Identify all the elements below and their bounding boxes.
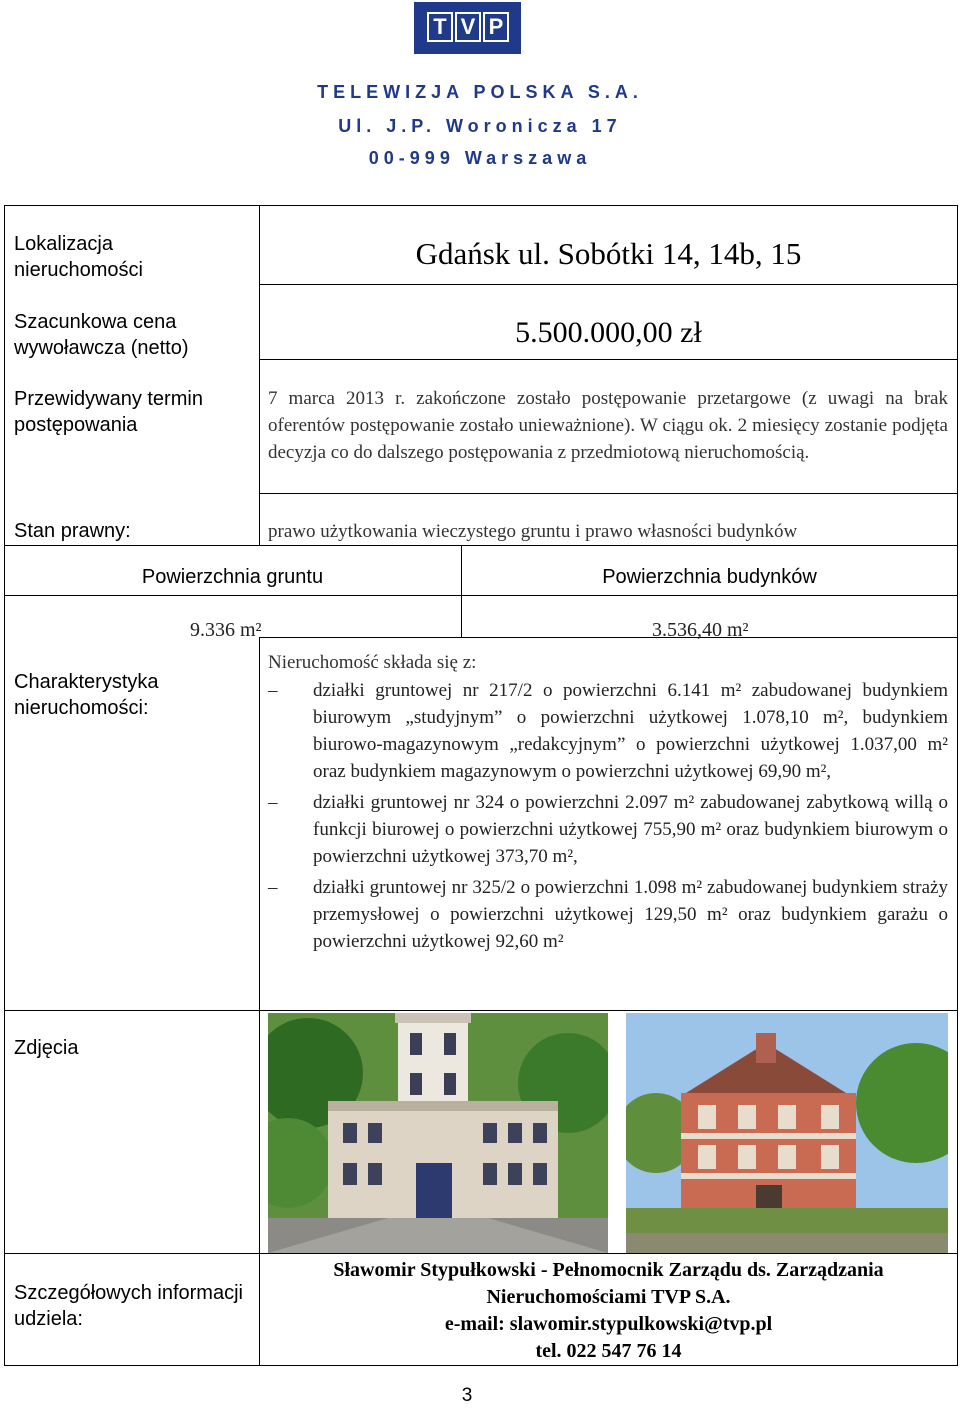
schedule-value: 7 marca 2013 r. zakończone zostało postępowanie przetargowe (z uwagi na brak oferentów postępowanie zostało unieważnione). W ciągu ok. 2 miesięcy zostanie podjęta decyzja co do dalszego postępowania z przedmiotową nieruchomością.: [268, 388, 948, 463]
logo-letter-t: T: [427, 12, 453, 42]
logo-letter-v: V: [455, 12, 481, 42]
photos-label: Zdjęcia: [14, 1037, 79, 1059]
legal-label: Stan prawny:: [14, 520, 131, 542]
contact-block: [259, 1257, 958, 1365]
company-street: Ul. J.P. Woronicza 17: [338, 116, 622, 136]
contact-label: Szczegółowych informacji udziela:: [14, 1282, 243, 1330]
logo-letter-p: P: [483, 12, 509, 42]
historic-villa-photo: [626, 1013, 948, 1253]
list-item: – działki gruntowej nr 325/2 o powierzchni 1.098 m² zabudowanej budynkiem straży przemysłowej o powierzchni użytkowej 129,50 m² oraz budynkiem garażu o powierzchni użytkowej 92,60 m²: [268, 874, 948, 955]
tvp-logo: [414, 2, 521, 54]
land-area-value: 9.336 m²: [190, 619, 262, 641]
list-item: – działki gruntowej nr 217/2 o powierzchni 6.141 m² zabudowanej budynkiem biurowym „studyjnym” o powierzchni użytkowej 1.078,10 m², budynkiem biurowo-magazynowym „redakcyjnym” o powierzchni użytkowej 1.037,00 m² oraz budynkiem magazynowym o powierzchni użytkowej 69,90 m²,: [268, 677, 948, 785]
company-city: 00-999 Warszawa: [368, 148, 592, 168]
price-label: Szacunkowa cena wywoławcza (netto): [14, 311, 189, 359]
contact-name: Sławomir Stypułkowski - Pełnomocnik Zarządu ds. Zarządzania: [333, 1259, 884, 1281]
company-name: TELEWIZJA POLSKA S.A.: [317, 82, 643, 102]
schedule-label: Przewidywany termin postępowania: [14, 388, 203, 436]
location-label: Lokalizacja nieruchomości: [14, 233, 143, 281]
contact-email: e-mail: slawomir.stypulkowski@tvp.pl: [444, 1313, 773, 1335]
buildings-area-header: Powierzchnia budynków: [602, 566, 817, 588]
characteristics-label: Charakterystyka nieruchomości:: [14, 671, 159, 719]
location-value: Gdańsk ul. Sobótki 14, 14b, 15: [415, 236, 802, 271]
buildings-area-value: 3.536,40 m²: [652, 619, 749, 641]
legal-value: prawo użytkowania wieczystego gruntu i prawo własności budynków: [268, 521, 798, 542]
office-building-photo: [268, 1013, 608, 1253]
land-area-header: Powierzchnia gruntu: [141, 566, 324, 588]
characteristics-list: [268, 677, 948, 955]
contact-phone: tel. 022 547 76 14: [535, 1340, 682, 1362]
list-item: – działki gruntowej nr 324 o powierzchni 2.097 m² zabudowanej zabytkową willą o funkcji biurowej o powierzchni użytkowej 755,90 m² oraz budynkiem biurowym o powierzchni użytkowej 373,70 m²,: [268, 789, 948, 870]
characteristics-intro: Nieruchomość składa się z:: [268, 652, 477, 673]
page-number: 3: [461, 1385, 473, 1406]
contact-role: Nieruchomościami TVP S.A.: [486, 1286, 731, 1308]
price-value: 5.500.000,00 zł: [515, 316, 702, 349]
